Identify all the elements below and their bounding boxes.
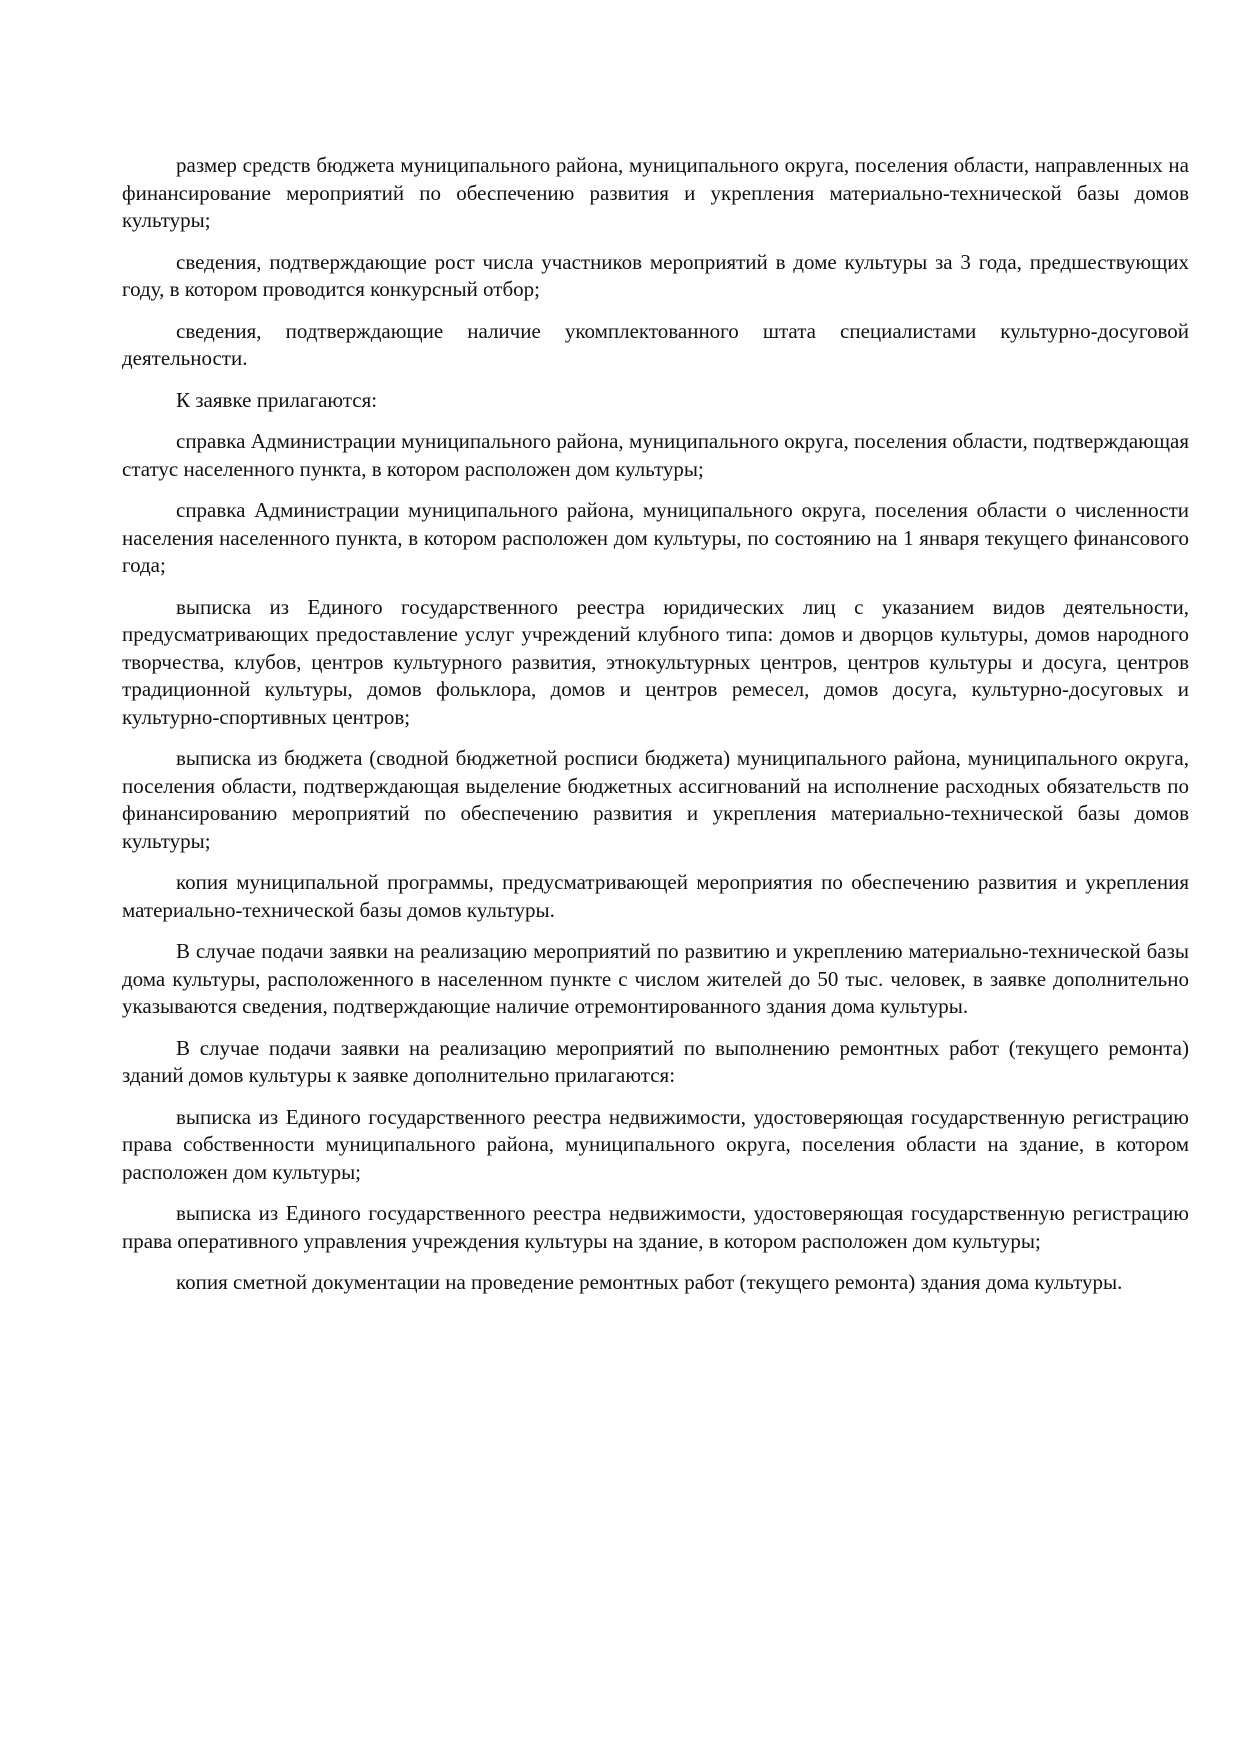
paragraph: справка Администрации муниципального района, муниципального округа, поселения области, подтверждающая статус населенного пункта, в котором расположен дом культуры;: [122, 429, 1189, 481]
paragraph: копия муниципальной программы, предусматривающей мероприятия по обеспечению развития и укрепления материально-технической базы домов культуры.: [122, 870, 1189, 922]
paragraph: сведения, подтверждающие наличие укомплектованного штата специалистами культурно-досуговой деятельности.: [122, 318, 1189, 370]
paragraph: справка Администрации муниципального района, муниципального округа, поселения области о численности населения населенного пункта, в котором расположен дом культуры, по состоянию на 1 января текущего финансового года;: [122, 498, 1189, 577]
paragraph: сведения, подтверждающие рост числа участников мероприятий в доме культуры за 3 года, предшествующих году, в котором проводится конкурсный отбор;: [122, 249, 1189, 301]
paragraph: выписка из бюджета (сводной бюджетной росписи бюджета) муниципального района, муниципального округа, поселения области, подтверждающая выделение бюджетных ассигнований на исполнение расходных обязательств по финансированию мероприятий по обеспечению развития и укрепления материально-технической базы домов культуры;: [122, 746, 1189, 853]
document-page: [122, 152, 1189, 1311]
paragraph: выписка из Единого государственного реестра юридических лиц с указанием видов деятельности, предусматривающих предоставление услуг учреждений клубного типа: домов и дворцов культуры, домов народного творчества, клубов, центров культурного развития, этнокультурных центров, центров культуры и досуга, центров традиционной культуры, домов фольклора, домов и центров ремесел, домов досуга, культурно-досуговых и культурно-спортивных центров;: [122, 594, 1189, 729]
paragraph: копия сметной документации на проведение ремонтных работ (текущего ремонта) здания дома культуры.: [176, 1270, 1123, 1294]
paragraph: К заявке прилагаются:: [176, 387, 378, 412]
paragraph: выписка из Единого государственного реестра недвижимости, удостоверяющая государственную регистрацию права оперативного управления учреждения культуры на здание, в котором расположен дом культуры;: [122, 1201, 1189, 1253]
paragraph: В случае подачи заявки на реализацию мероприятий по развитию и укреплению материально-технической базы дома культуры, расположенного в населенном пункте с числом жителей до 50 тыс. человек, в заявке дополнительно указываются сведения, подтверждающие наличие отремонтированного здания дома культуры.: [122, 939, 1189, 1018]
paragraph: размер средств бюджета муниципального района, муниципального округа, поселения области, направленных на финансирование мероприятий по обеспечению развития и укрепления материально-технической базы домов культуры;: [122, 153, 1189, 232]
paragraph: В случае подачи заявки на реализацию мероприятий по выполнению ремонтных работ (текущего ремонта) зданий домов культуры к заявке дополнительно прилагаются:: [122, 1035, 1189, 1087]
paragraph: выписка из Единого государственного реестра недвижимости, удостоверяющая государственную регистрацию права собственности муниципального района, муниципального округа, поселения области на здание, в котором расположен дом культуры;: [122, 1104, 1189, 1184]
